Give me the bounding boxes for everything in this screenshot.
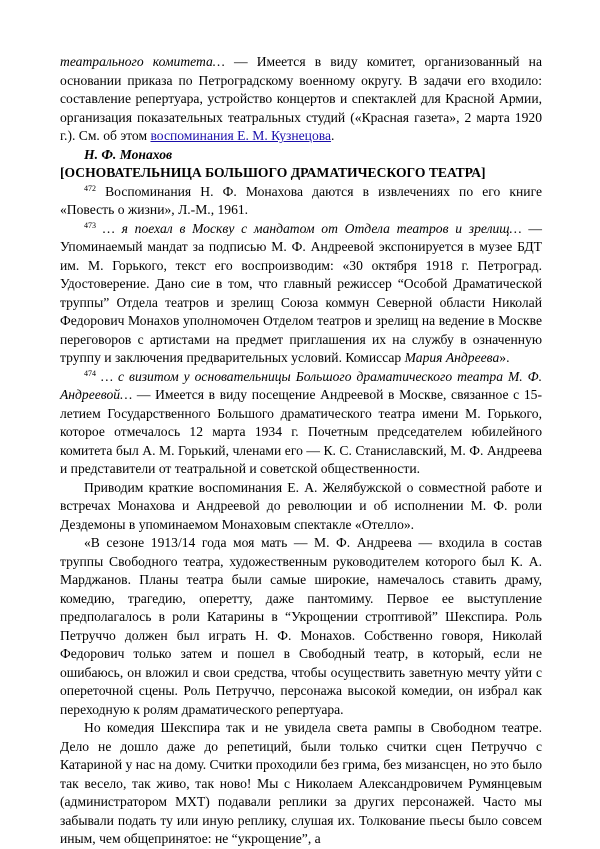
footnote-end: . bbox=[331, 128, 335, 143]
footnote-text: — Имеется в виду посещение Андреевой в Москве, связанное с 15-летием Государственного Большого драматического театра имени М. Горького, которое отмечалось 12 марта 1934 г. Почетным председателем юбилейного комитета был А. М. Горький, членами его — К. С. Станиславский, М. Ф. Андреева и представители от театральной и советской общественности. bbox=[60, 387, 542, 476]
footnote-text: — Имеется в виду комитет, организованный на основании приказа по Петроградскому военному округу. В задачи его входило: составление репертуара, устройство концертов и спектаклей для Красной Армии, организация показательных театральных студий («Красная газета», 2 марта 1920 г.). См. об этом bbox=[60, 54, 542, 143]
author-heading: Н. Ф. Монахов bbox=[84, 146, 173, 162]
quote-paragraph-2: Но комедия Шекспира так и не увидела света рампы в Свободном театре. Дело не дошло даже до репетиций, были только считки сцен Петруччо с Катариной у нас на дому. Считки проходили без грима, без мизансцен, но это было так весело, так живо, так ново! Мы с Николаем Александровичем Румянцевым (администратором МХТ) подавали реплики за других персонажей. Часто мы забывали подать ту или иную реплику, слушая их. Толкование пьесы было совсем иным, чем общепринятое: не “укрощение”, а bbox=[60, 720, 542, 846]
kuznetsov-memoirs-link[interactable]: воспоминания Е. М. Кузнецова bbox=[150, 128, 332, 143]
section-title: [ОСНОВАТЕЛЬНИЦА БОЛЬШОГО ДРАМАТИЧЕСКОГО ТЕАТРА] bbox=[60, 165, 486, 180]
footnote-lemma: … я поехал в Москву с мандатом от Отдела театров и зрелищ… bbox=[96, 220, 522, 236]
footnote-text: — Упоминаемый мандат за подписью М. Ф. Андреевой экспонируется в музее БДТ им. М. Горького, текст его воспроизводим: «30 октября 1918 г. Петроград. Удостоверение. Дано сие в том, что главный режиссер “Особой Драматической труппы” Отдела театров и зрелищ Союза коммун Северной области Николай Федорович Монахов уполномочен Отделом театров и зрелищ на ведение в Москве переговоров с артистами на предмет приглашения их на службу в означенную труппу и заключения предварительных условий. Комиссар bbox=[60, 220, 542, 365]
footnote-text: Воспоминания Н. Ф. Монахова даются в извлечениях по его книге «Повесть о жизни», Л.-М., 1961. bbox=[60, 183, 542, 217]
footnote-number: 472 bbox=[84, 183, 96, 193]
footnote-473 bbox=[60, 220, 542, 368]
footnote-end: ». bbox=[499, 350, 510, 365]
footnote-lemma: … с визитом у основательницы Большого драматического театра М. Ф. Андреевой… bbox=[60, 368, 542, 402]
footnote-number: 474 bbox=[84, 368, 96, 378]
footnote-continuation bbox=[60, 53, 542, 146]
footnote-474 bbox=[60, 368, 542, 479]
quote-paragraph-1: «В сезоне 1913/14 года моя мать — М. Ф. Андреева — входила в состав труппы Свободного театра, художественным руководителем которого был К. А. Марджанов. Планы театра были самые широкие, намечалось ставить драму, комедию, трагедию, оперетту, даже пантомиму. Первое ее выступление предполагалось в роли Катарины в “Укрощении строптивой” Шекспира. Роль Петруччо должен был играть Н. Ф. Монахов. Собственно говоря, Николай Федорович только затем и пошел в Свободный театр, в который, если не ошибаюсь, он вложил и свои средства, чтобы осуществить заветную мечту уйти с опереточной сцены. Роль Петруччо, персонажа высокой комедии, он избрал как переходную к ролям драматического репертуара. bbox=[60, 535, 542, 717]
footnote-472 bbox=[60, 183, 542, 220]
footnote-number: 473 bbox=[84, 220, 96, 230]
intro-paragraph: Приводим краткие воспоминания Е. А. Желябужской о совместной работе и встречах Монахова и Андреевой до революции и об исполнении М. Ф. роли Дездемоны в упоминаемом Монаховым спектакле «Отелло». bbox=[60, 479, 542, 532]
footnote-lemma: театрального комитета… bbox=[60, 54, 225, 69]
signature-name: Мария Андреева bbox=[404, 350, 500, 365]
